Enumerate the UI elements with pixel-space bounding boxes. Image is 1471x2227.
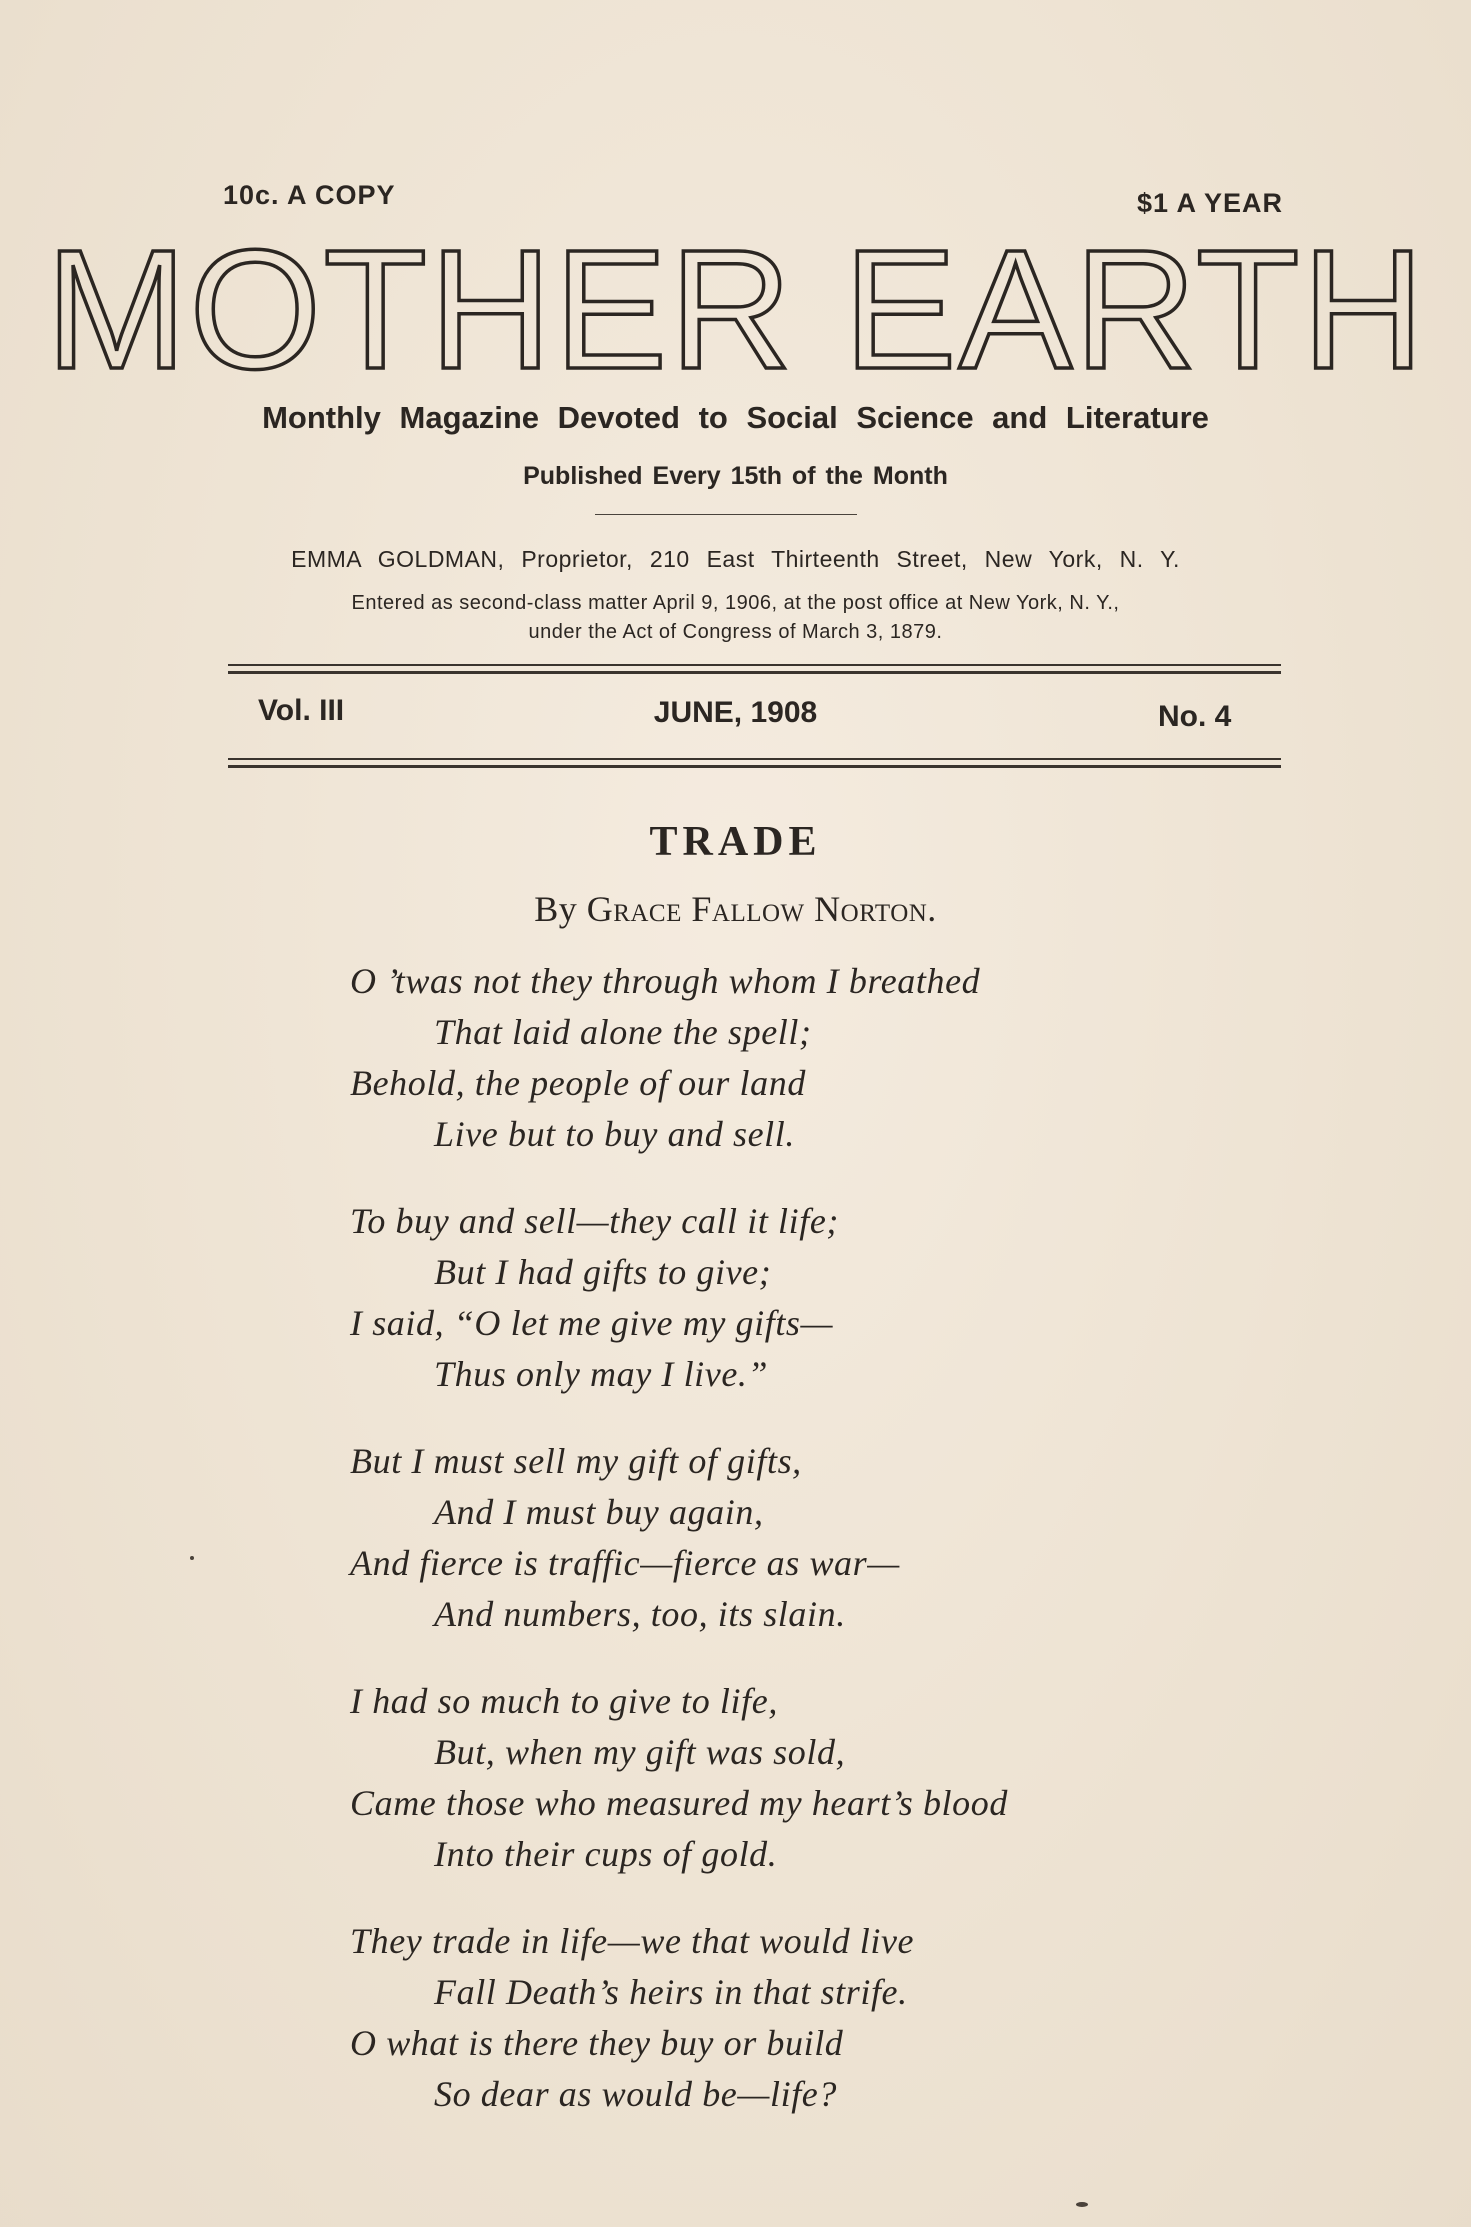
issue-info (0, 694, 1471, 744)
poem-line: And I must buy again, (434, 1492, 764, 1532)
stanza-2 (350, 1196, 1250, 1400)
issue-number: No. 4 (1158, 700, 1232, 733)
price-per-year: $1 A YEAR (1136, 188, 1283, 218)
paper-speck (1076, 2202, 1088, 2207)
stanza-3 (350, 1436, 1250, 1640)
postal-notice (0, 589, 1471, 647)
stanza-1 (350, 956, 1250, 1160)
issue-volume: Vol. III (258, 694, 345, 727)
author-prefix: By (534, 889, 578, 929)
author-name: Grace Fallow Norton. (586, 889, 937, 929)
poem-body (350, 956, 1250, 2156)
poem-line: Came those who measured my heart’s blood (350, 1783, 1008, 1823)
poem-line: And numbers, too, its slain. (434, 1594, 846, 1634)
postal-notice-line-1: Entered as second-class matter April 9, 1906, at the post office at New York, N. Y., (351, 592, 1120, 614)
poem-line: But, when my gift was sold, (434, 1732, 846, 1772)
issue-date: JUNE, 1908 (653, 696, 818, 729)
poem-line: O what is there they buy or build (350, 2023, 844, 2063)
divider-short (595, 514, 857, 515)
poem-line: Thus only may I live.” (434, 1354, 769, 1394)
poem-line: I had so much to give to life, (350, 1681, 778, 1721)
poem-line: To buy and sell—they call it life; (350, 1201, 840, 1241)
divider-double-top (228, 664, 1281, 674)
poem-line: They trade in life—we that would live (350, 1921, 915, 1961)
masthead-title: MOTHER EARTH (45, 215, 1426, 405)
poem-line: Fall Death’s heirs in that strife. (434, 1972, 908, 2012)
stanza-5 (350, 1916, 1250, 2120)
masthead-logo (0, 215, 1471, 405)
postal-notice-line-2: under the Act of Congress of March 3, 1879. (528, 621, 943, 643)
poem-line: O ’twas not they through whom I breathed (350, 961, 981, 1001)
poem-line: So dear as would be—life? (434, 2074, 837, 2114)
poem-line: I said, “O let me give my gifts— (350, 1303, 834, 1343)
poem-author (0, 888, 1471, 930)
paper-speck (190, 1556, 194, 1560)
magazine-subtitle: Monthly Magazine Devoted to Social Science and Literature (262, 400, 1209, 435)
poem-line: Behold, the people of our land (350, 1063, 806, 1103)
publication-schedule: Published Every 15th of the Month (523, 462, 948, 490)
poem-title: TRADE (649, 819, 822, 865)
poem-line: And fierce is traffic—fierce as war— (350, 1543, 900, 1583)
proprietor-line: EMMA GOLDMAN, Proprietor, 210 East Thirteenth Street, New York, N. Y. (291, 546, 1180, 572)
divider-double-bottom (228, 758, 1281, 768)
poem-line: But I had gifts to give; (434, 1252, 772, 1292)
poem-line: That laid alone the spell; (434, 1012, 812, 1052)
price-per-copy: 10c. A COPY (223, 180, 396, 210)
poem-line: Live but to buy and sell. (434, 1114, 795, 1154)
poem-line: But I must sell my gift of gifts, (350, 1441, 802, 1481)
stanza-4 (350, 1676, 1250, 1880)
poem-line: Into their cups of gold. (434, 1834, 778, 1874)
